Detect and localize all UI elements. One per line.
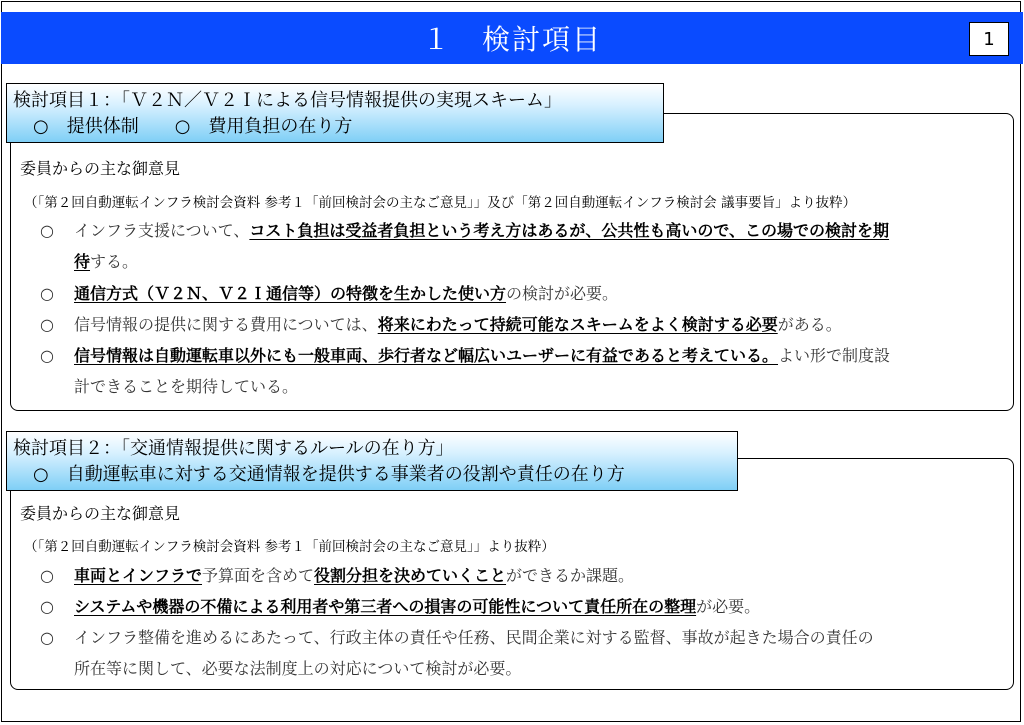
section2-item-3 — [40, 622, 1015, 684]
item-text-end: の検討が必要。 — [506, 284, 619, 303]
section2-heading-subtitle: ○ 自動運転車に対する交通情報を提供する事業者の役割や責任の在り方 — [33, 464, 625, 485]
item-emphasis: システムや機器の不備による利用者や第三者への損害の可能性について責任所在の整理 — [74, 597, 697, 616]
item-text-cont: 計できることを期待している。 — [74, 377, 299, 396]
bullet: ○ — [40, 597, 54, 616]
item-text-end: よい形で制度設 — [778, 346, 891, 365]
item-text-end: ができるか課題。 — [506, 566, 635, 585]
section2-item-1 — [40, 560, 1015, 591]
section1-heading — [6, 83, 664, 143]
item-emphasis: コスト負担は受益者負担という考え方はあるが、公共性も高いので、この場での検討を期 — [249, 221, 890, 240]
item-emphasis-2: 役割分担を決めていくこと — [314, 566, 507, 585]
section2-opinions-label: 委員からの主な御意見 — [20, 504, 181, 523]
section2-source: （「第２回自動運転インフラ検討会資料 参考１「前回検討会の主なご意見」」より抜粋） — [24, 539, 555, 555]
bullet: ○ — [40, 315, 54, 334]
item-emphasis-cont: 待 — [74, 252, 91, 271]
section1-item-4 — [40, 340, 1015, 402]
section2-heading — [6, 431, 738, 491]
item-text: インフラ支援について、 — [74, 221, 250, 240]
section1-source: （「第２回自動運転インフラ検討会資料 参考１「前回検討会の主なご意見」」及び「第２回自動運転インフラ検討会 議事要旨」より抜粋） — [24, 195, 857, 211]
bullet: ○ — [40, 284, 54, 303]
bullet: ○ — [40, 221, 54, 240]
section1-item-3 — [40, 309, 1015, 340]
title-bar — [1, 12, 1023, 64]
item-text: インフラ整備を進めるにあたって、行政主体の責任や任務、民間企業に対する監督、事故が起きた場合の責任の — [74, 628, 874, 647]
section1-item-1 — [40, 215, 1015, 277]
page-number: 1 — [969, 22, 1009, 56]
section2-item-2 — [40, 591, 1015, 622]
section1-heading-subtitle: ○ 提供体制 ○ 費用負担の在り方 — [33, 116, 353, 137]
item-text-end: する。 — [90, 252, 139, 271]
item-text: 信号情報の提供に関する費用については、 — [74, 315, 378, 334]
item-text-end: がある。 — [777, 315, 842, 334]
item-text-end: が必要。 — [696, 597, 761, 616]
page-title: １ 検討項目 — [421, 23, 602, 56]
bullet: ○ — [40, 628, 54, 647]
item-emphasis: 車両とインフラで — [74, 566, 203, 585]
item-text: 予算面を含めて — [202, 566, 315, 585]
item-emphasis: 通信方式（Ｖ２Ｎ、Ｖ２Ｉ通信等）の特徴を生かした使い方 — [74, 284, 507, 303]
bullet: ○ — [40, 346, 54, 365]
item-emphasis: 将来にわたって持続可能なスキームをよく検討する必要 — [377, 315, 778, 334]
section1-opinions-label: 委員からの主な御意見 — [20, 159, 181, 178]
section1-heading-title: 検討項目１：「Ｖ２Ｎ／Ｖ２Ｉによる信号情報提供の実現スキーム」 — [13, 90, 562, 111]
section1-item-2 — [40, 278, 1015, 309]
section2-heading-title: 検討項目２：「交通情報提供に関するルールの在り方」 — [13, 438, 454, 459]
bullet: ○ — [40, 566, 54, 585]
item-emphasis: 信号情報は自動運転車以外にも一般車両、歩行者など幅広いユーザーに有益であると考えている。 — [74, 346, 779, 365]
item-text-cont: 所在等に関して、必要な法制度上の対応について検討が必要。 — [74, 659, 522, 678]
